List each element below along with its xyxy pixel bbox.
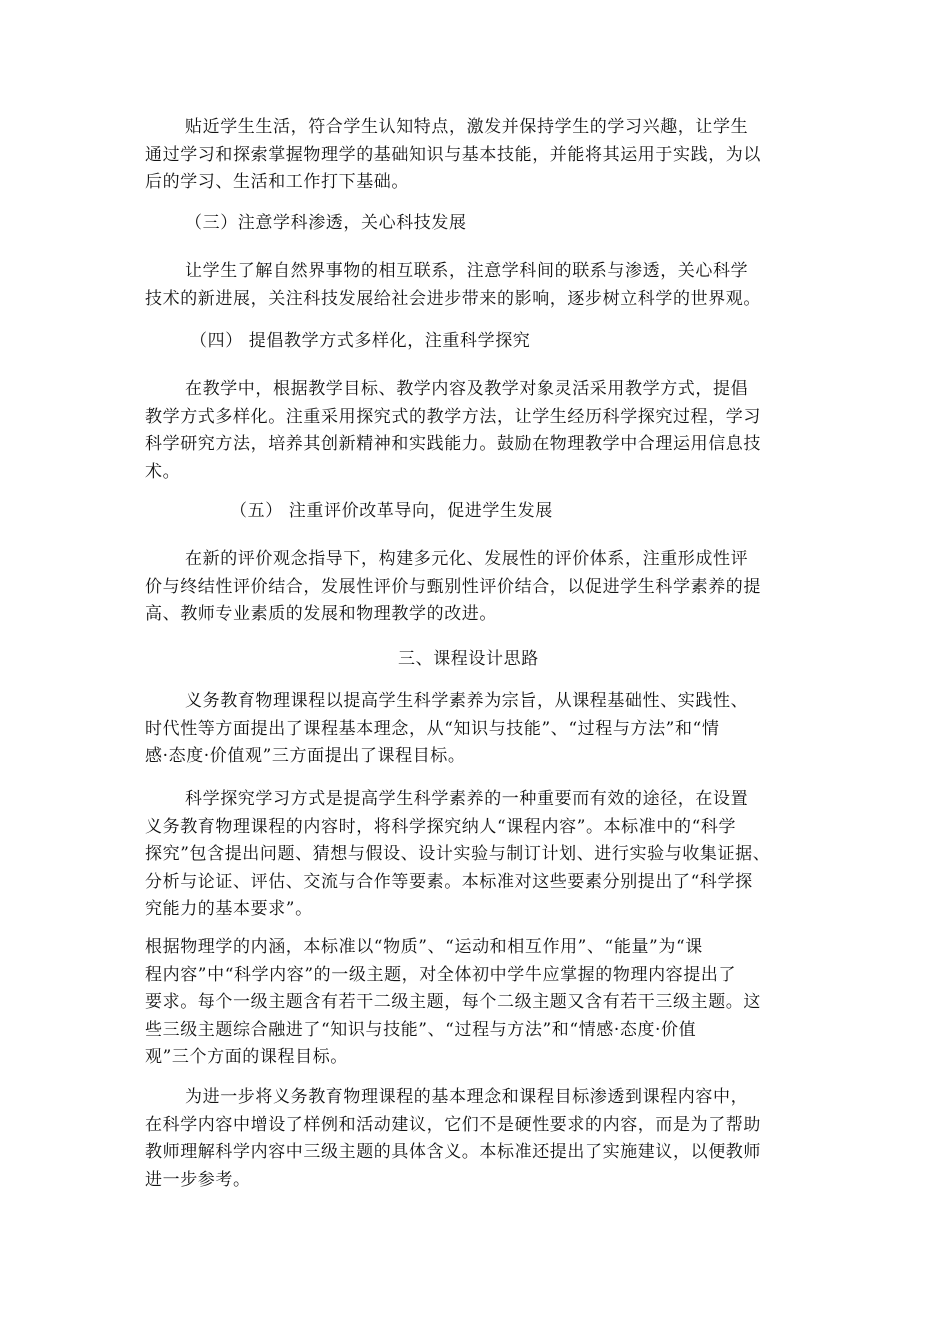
text-line: 究能力的基本要求”。: [145, 899, 313, 919]
text-line: 分析与论证、评估、交流与合作等要素。本标准对这些要素分别提出了“科学探: [145, 871, 753, 892]
text-line: 贴近学生生活，符合学生认知特点，激发并保持学生的学习兴趣，让学生: [185, 117, 749, 137]
text-line: 后的学习、生活和工作打下基础。: [145, 172, 409, 192]
text-line: 通过学习和探索掌握物理学的基础知识与基本技能，并能将其运用于实践，为以: [145, 144, 761, 165]
text-line: 在教学中，根据教学目标、教学内容及教学对象灵活采用教学方式，提倡: [185, 379, 749, 399]
paragraph-implementation: [145, 1084, 807, 1194]
text-line: 让学生了解自然界事物的相互联系，注意学科间的联系与渗透，关心科学: [185, 261, 749, 281]
heading-evaluation-reform: （五） 注重评价改革导向，促进学生发展: [230, 501, 553, 521]
text-line: 时代性等方面提出了课程基本理念，从“知识与技能”、“过程与方法”和“情: [145, 718, 720, 739]
text-line: 感·态度·价值观”三方面提出了课程目标。: [145, 746, 466, 766]
text-line: 科学探究学习方式是提高学生科学素养的一种重要而有效的途径，在设置: [185, 789, 749, 809]
section-title: 三、课程设计思路: [398, 649, 539, 669]
text-line: 程内容”中“科学内容”的一级主题，对全体初中学牛应掌握的物理内容提出了: [145, 964, 737, 985]
paragraph-teaching: [145, 376, 807, 486]
paragraph-student-life: [145, 114, 807, 197]
text-line: 为进一步将义务教育物理课程的基本理念和课程目标渗透到课程内容中，: [185, 1087, 749, 1107]
text-line: 探究”包含提出问题、猜想与假设、设计实验与制订计划、进行实验与收集证据、: [145, 844, 771, 864]
text-line: 在科学内容中增设了样例和活动建议，它们不是硬性要求的内容，而是为了帮助: [145, 1114, 761, 1135]
text-line: 高、教师专业素质的发展和物理教学的改进。: [145, 604, 497, 624]
text-line: 进一步参考。: [145, 1169, 251, 1190]
text-line: 在新的评价观念指导下，构建多元化、发展性的评价体系，注重形成性评: [185, 549, 749, 569]
text-line: 要求。每个一级主题含有若干二级主题，每个二级主题又含有若干三级主题。这: [145, 992, 761, 1012]
heading-teaching-methods: （四） 提倡教学方式多样化，注重科学探究: [190, 331, 531, 351]
text-line: 些三级主题综合融进了“知识与技能”、“过程与方法”和“情感·态度·价值: [145, 1019, 697, 1040]
paragraph-evaluation: [145, 546, 807, 629]
text-line: 义务教育物理课程以提高学生科学素养为宗旨，从课程基础性、实践性、: [185, 691, 749, 711]
text-line: 教学方式多样化。注重采用探究式的教学方法，让学生经历科学探究过程，学习: [145, 406, 761, 427]
paragraph-curriculum-aim: [145, 688, 807, 771]
heading-subject-infiltration: （三）注意学科渗透，关心科技发展: [185, 213, 467, 233]
text-line: 观”三个方面的课程目标。: [145, 1047, 348, 1067]
text-line: 根据物理学的内涵，本标准以“物质”、“运动和相互作用”、“能量”为“课: [145, 937, 703, 957]
paragraph-scientific-inquiry: [145, 786, 807, 924]
text-line: 教师理解科学内容中三级主题的具体含义。本标准还提出了实施建议，以便教师: [145, 1142, 761, 1162]
text-line: 术。: [145, 461, 181, 482]
text-line: 义务教育物理课程的内容时，将科学探究纳人“课程内容”。本标准中的“科学: [145, 816, 737, 837]
text-line: 技术的新进展，关注科技发展给社会进步带来的影响，逐步树立科学的世界观。: [145, 288, 761, 309]
text-line: 科学研究方法，培养其创新精神和实践能力。鼓励在物理教学中合理运用信息技: [145, 434, 761, 454]
paragraph-physics-content: [145, 934, 807, 1072]
paragraph-connections: [145, 258, 807, 313]
text-line: 价与终结性评价结合，发展性评价与甄别性评价结合，以促进学生科学素养的提: [145, 576, 761, 597]
